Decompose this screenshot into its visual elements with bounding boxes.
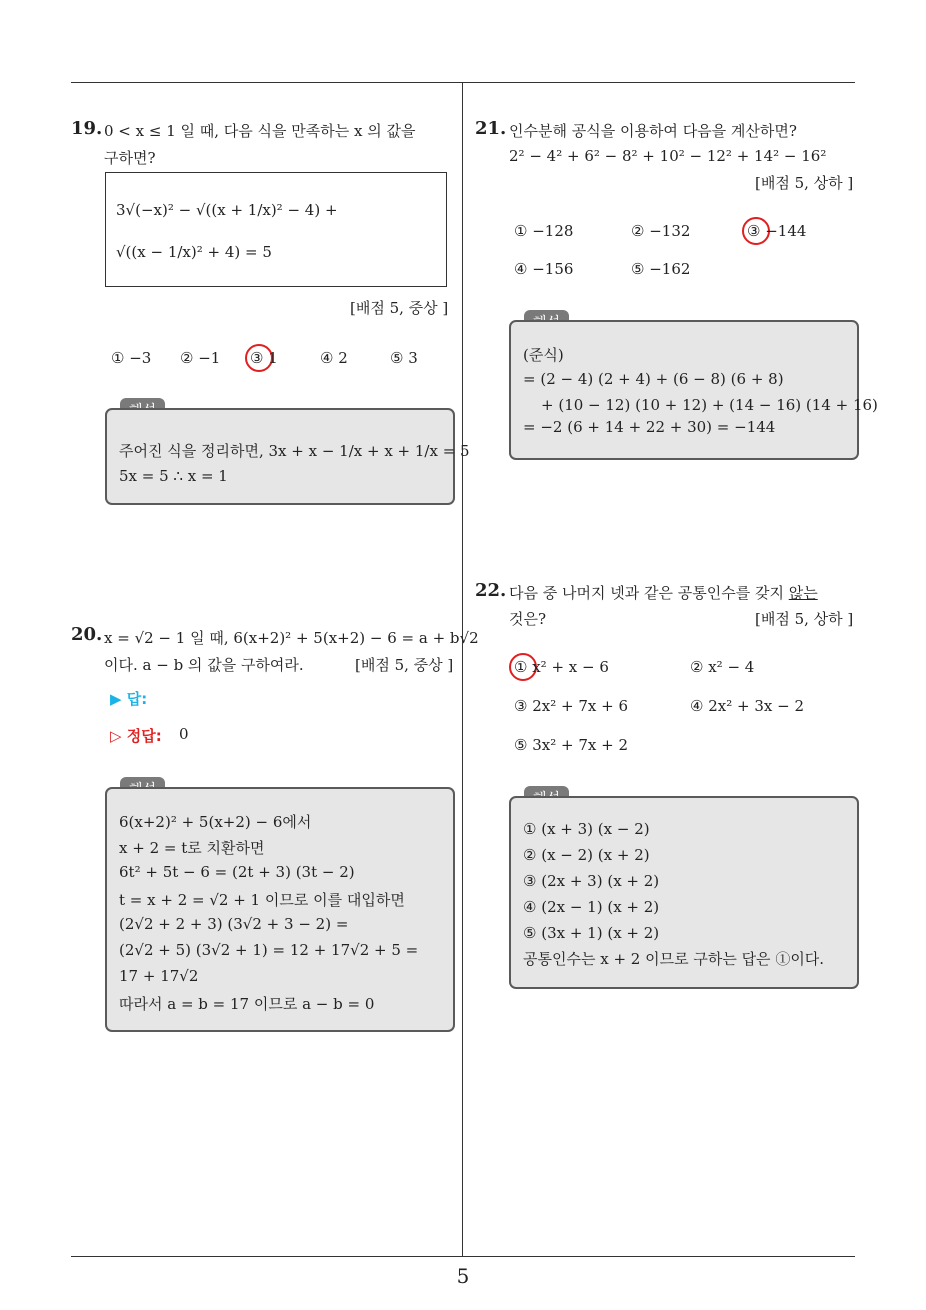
solution-line: ⑤ (3x + 1) (x + 2) bbox=[523, 924, 660, 942]
formula-box bbox=[105, 172, 447, 287]
solution-line: (준식) bbox=[523, 346, 564, 364]
solution-line: 주어진 식을 정리하면, 3x + x − 1/x + x + 1/x = 5 bbox=[119, 442, 470, 460]
question-number: 19. bbox=[71, 118, 103, 139]
solution-line: t = x + 2 = √2 + 1 이므로 이를 대입하면 bbox=[119, 891, 405, 909]
solution-line: ① (x + 3) (x − 2) bbox=[523, 820, 650, 838]
question-number: 21. bbox=[475, 118, 507, 139]
solution-box bbox=[509, 796, 859, 989]
question-formula: 2² − 4² + 6² − 8² + 10² − 12² + 14² − 16² bbox=[509, 147, 827, 165]
choice-5[interactable]: ⑤ 3x² + 7x + 2 bbox=[514, 736, 628, 754]
solution-line: (2√2 + 5) (3√2 + 1) = 12 + 17√2 + 5 = bbox=[119, 941, 419, 959]
choice-3[interactable]: ③ 1 bbox=[250, 349, 278, 367]
choice-1[interactable]: ① x² + x − 6 bbox=[514, 658, 609, 676]
question-text: 이다. a − b 의 값을 구하여라. bbox=[104, 656, 304, 674]
solution-line: 따라서 a = b = 17 이므로 a − b = 0 bbox=[119, 995, 375, 1013]
solution-line: + (10 − 12) (10 + 12) + (14 − 16) (14 + 16) bbox=[541, 396, 878, 414]
question-text bbox=[509, 582, 818, 603]
choice-4[interactable]: ④ 2x² + 3x − 2 bbox=[690, 697, 804, 715]
score-meta: [배점 5, 상하 ] bbox=[755, 610, 854, 628]
solution-line: 6t² + 5t − 6 = (2t + 3) (3t − 2) bbox=[119, 863, 355, 881]
choice-5[interactable]: ⑤ 3 bbox=[390, 349, 418, 367]
solution-box bbox=[105, 787, 455, 1032]
solution-line: x + 2 = t로 치환하면 bbox=[119, 839, 265, 857]
page-number: 5 bbox=[456, 1264, 470, 1288]
solution-line: 6(x+2)² + 5(x+2) − 6에서 bbox=[119, 813, 312, 831]
formula-line: √((x − 1/x)² + 4) = 5 bbox=[116, 243, 272, 261]
solution-line: 공통인수는 x + 2 이므로 구하는 답은 ①이다. bbox=[523, 950, 825, 968]
formula-line: 3√(−x)² − √((x + 1/x)² − 4) + bbox=[116, 201, 338, 219]
question-text: 구하면? bbox=[104, 149, 156, 167]
emphasis-underline: 않는 bbox=[788, 584, 818, 602]
solution-line: ② (x − 2) (x + 2) bbox=[523, 846, 650, 864]
choice-1[interactable]: ① −128 bbox=[514, 222, 574, 240]
choice-3[interactable]: ③ −144 bbox=[747, 222, 807, 240]
question-text: 것은? bbox=[509, 610, 547, 628]
question-text: 인수분해 공식을 이용하여 다음을 계산하면? bbox=[509, 122, 797, 140]
solution-line: 17 + 17√2 bbox=[119, 967, 199, 985]
answer-label: ▶ 답: bbox=[110, 690, 148, 708]
solution-line: (2√2 + 2 + 3) (3√2 + 3 − 2) = bbox=[119, 915, 349, 933]
score-meta: [배점 5, 상하 ] bbox=[755, 174, 854, 192]
choice-4[interactable]: ④ −156 bbox=[514, 260, 574, 278]
choice-2[interactable]: ② −132 bbox=[631, 222, 691, 240]
choice-1[interactable]: ① −3 bbox=[111, 349, 152, 367]
question-text-part: 다음 중 나머지 넷과 같은 공통인수를 갖지 bbox=[509, 584, 789, 602]
column-divider bbox=[462, 83, 463, 1256]
choice-3[interactable]: ③ 2x² + 7x + 6 bbox=[514, 697, 628, 715]
solution-box bbox=[509, 320, 878, 460]
solution-line: = (2 − 4) (2 + 4) + (6 − 8) (6 + 8) bbox=[523, 370, 784, 388]
choice-5[interactable]: ⑤ −162 bbox=[631, 260, 691, 278]
correct-answer-value: 0 bbox=[179, 725, 189, 743]
solution-line: ④ (2x − 1) (x + 2) bbox=[523, 898, 660, 916]
solution-line: = −2 (6 + 14 + 22 + 30) = −144 bbox=[523, 418, 776, 436]
solution-line: 5x = 5 ∴ x = 1 bbox=[119, 467, 228, 485]
choice-2[interactable]: ② −1 bbox=[180, 349, 221, 367]
score-meta: [배점 5, 중상 ] bbox=[350, 299, 449, 317]
solution-line: ③ (2x + 3) (x + 2) bbox=[523, 872, 660, 890]
choice-4[interactable]: ④ 2 bbox=[320, 349, 348, 367]
question-number: 20. bbox=[71, 624, 103, 645]
top-rule bbox=[71, 82, 855, 83]
choice-2[interactable]: ② x² − 4 bbox=[690, 658, 755, 676]
correct-answer-label: ▷ 정답: bbox=[110, 727, 162, 745]
solution-box bbox=[105, 408, 470, 505]
bottom-rule bbox=[71, 1256, 855, 1257]
question-text: 0 < x ≤ 1 일 때, 다음 식을 만족하는 x 의 값을 bbox=[104, 122, 416, 140]
question-number: 22. bbox=[475, 580, 507, 601]
score-meta: [배점 5, 중상 ] bbox=[355, 656, 454, 674]
question-text: x = √2 − 1 일 때, 6(x+2)² + 5(x+2) − 6 = a + b√2 bbox=[104, 629, 479, 647]
